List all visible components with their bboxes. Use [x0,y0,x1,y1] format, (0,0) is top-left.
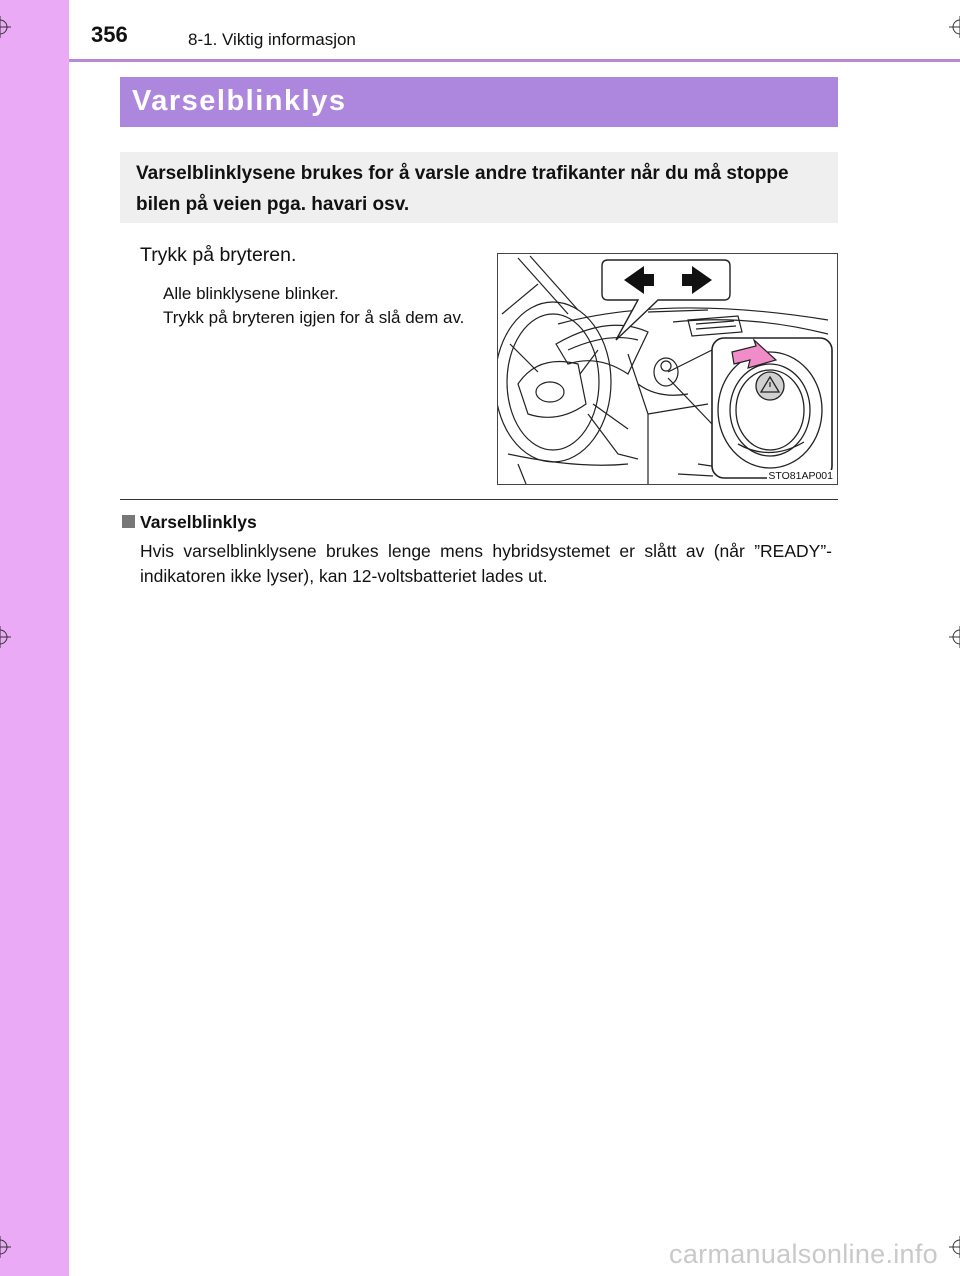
crop-mark-bottom-right [949,1236,960,1258]
section-title-bar [120,77,838,127]
page-number: 356 [91,22,128,47]
crop-mark-mid-right [949,626,960,648]
section-title: Varselblinklys [132,85,347,117]
note-heading-text: Varselblinklys [140,512,257,532]
crop-mark-bottom-left [0,1236,11,1258]
instruction-step: Trykk på bryteren. [140,244,297,266]
instruction-details [163,282,479,329]
crop-mark-top-right [949,16,960,38]
hazard-switch-illustration [497,253,838,485]
watermark: carmanualsonline.info [669,1239,938,1269]
figure-code: STO81AP001 [768,470,833,482]
note-body: Hvis varselblinklysene brukes lenge mens hybridsystemet er slått av (når ”READY”-indikatoren ikke lyser), kan 12-voltsbatteriet lades ut. [140,541,832,586]
intro-box [120,152,838,223]
intro-text: Varselblinklysene brukes for å varsle andre trafikanter når du må stoppe bilen på veien pga. havari osv. [136,163,789,215]
instruction-detail-2: Trykk på bryteren igjen for å slå dem av. [163,307,465,327]
crop-mark-top-left [0,16,11,38]
crop-mark-mid-left [0,626,11,648]
dashboard-drawing [498,254,837,484]
header-rule [69,59,960,62]
instruction-detail-1: Alle blinklysene blinker. [163,284,339,303]
bullet-square-icon [122,515,135,528]
section-rule [120,499,838,500]
note-heading [122,512,257,533]
chapter-title: 8-1. Viktig informasjon [188,30,356,49]
